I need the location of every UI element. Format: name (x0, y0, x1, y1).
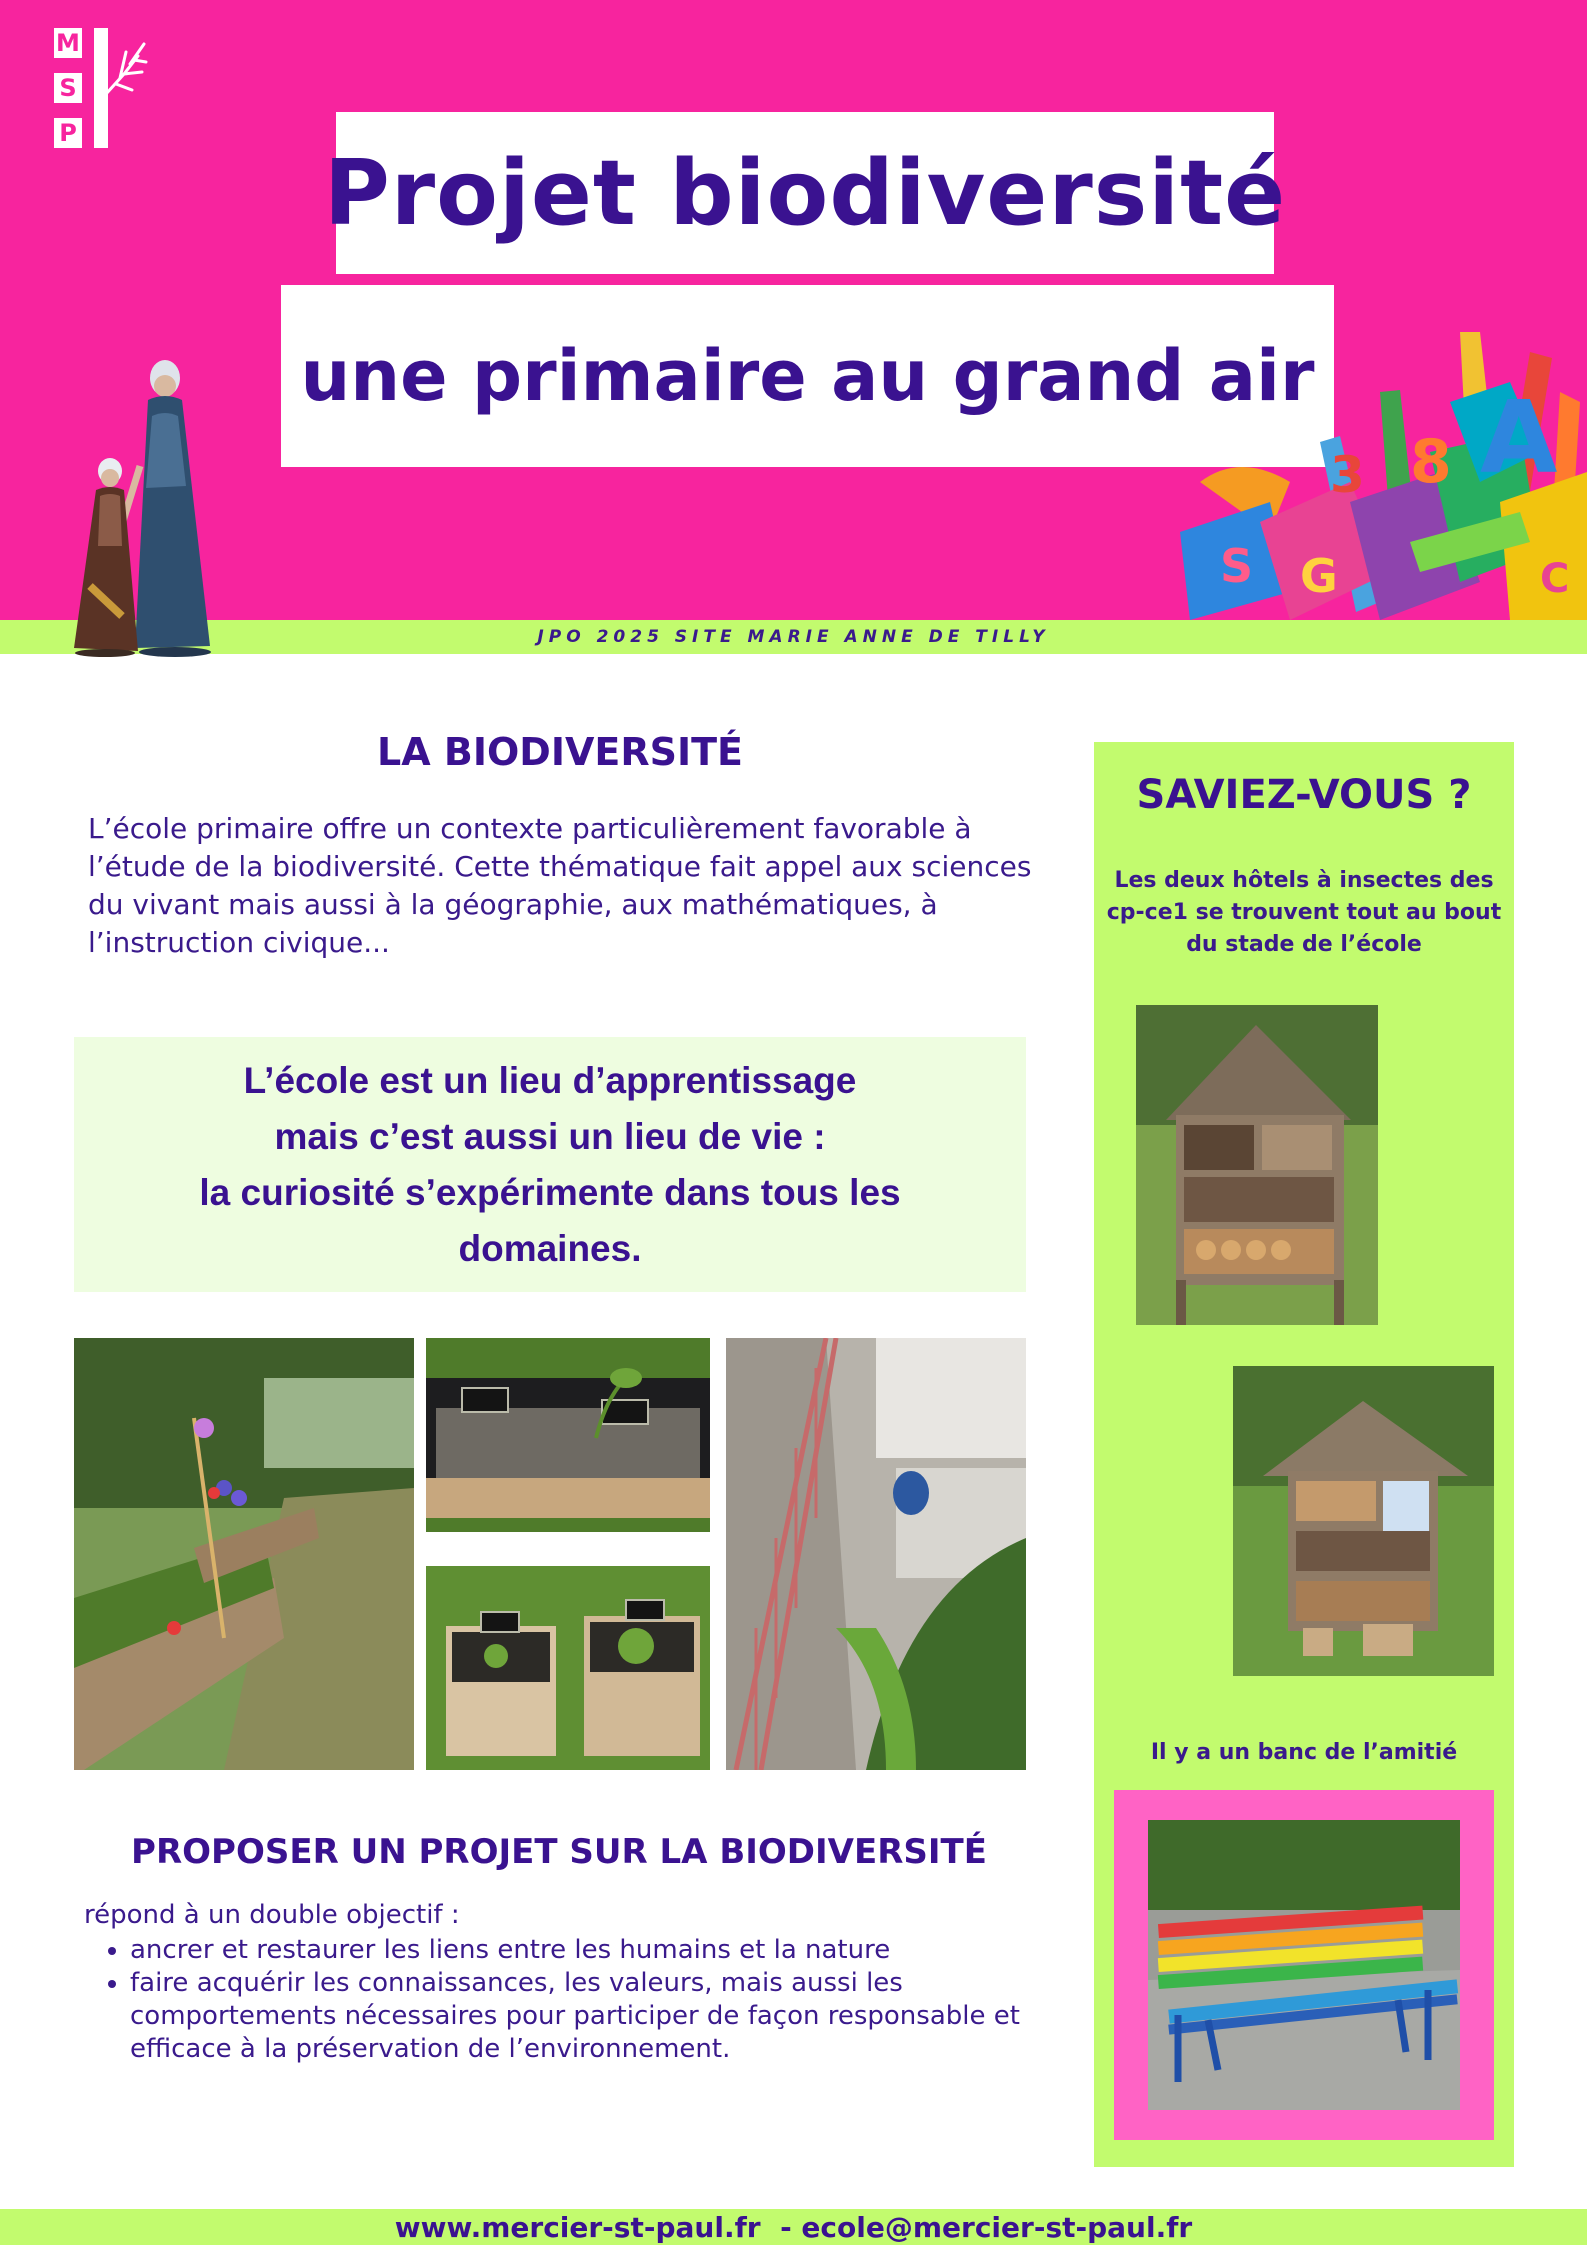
letters-pencils-illustration (1180, 332, 1587, 620)
svg-text:C: C (1540, 556, 1570, 602)
page-subtitle: une primaire au grand air (300, 335, 1315, 417)
svg-text:S: S (1220, 539, 1254, 593)
list-item: • faire acquérir les connaissances, les valeurs, mais aussi les comportements nécessaires pour participer de façon responsable et efficace à la préservation de l’environnement. (130, 1967, 1090, 2066)
bench-caption: Il y a un banc de l’amitié (1150, 1740, 1458, 1765)
logo-letter-m: M (54, 28, 82, 58)
svg-text:A: A (1480, 379, 1558, 496)
planter-photo-2 (426, 1566, 710, 1770)
planter-photo-1 (426, 1338, 710, 1532)
biodiversity-heading: LA BIODIVERSITÉ (377, 730, 743, 774)
page-title: Projet biodiversité (323, 140, 1287, 246)
title-box (323, 112, 1287, 274)
svg-text:3: 3 (1330, 446, 1365, 504)
school-logo (54, 28, 146, 148)
insect-hotel-photo-2 (1233, 1366, 1494, 1676)
sidebar-heading: SAVIEZ-VOUS ? (1136, 772, 1472, 818)
quote-text: L’école est un lieu d’apprentissage mais c’est aussi un lieu de vie : la curiosité s’expérimente dans tous les domaines. (199, 1059, 901, 1269)
svg-text:G: G (1300, 549, 1338, 603)
project-heading: PROPOSER UN PROJET SUR LA BIODIVERSITÉ (131, 1832, 987, 1872)
subtitle-box (281, 285, 1334, 467)
svg-text:8: 8 (1410, 427, 1452, 497)
garden-beds-photo (74, 1338, 414, 1770)
women-illustration (60, 356, 230, 658)
footer-band (0, 2209, 1587, 2245)
event-label: JPO 2025 SITE MARIE ANNE DE TILLY (537, 627, 1050, 647)
tree-icon (104, 34, 148, 104)
logo-letter-s: S (54, 73, 82, 103)
insect-hotel-photo-1 (1136, 1005, 1378, 1325)
friendship-bench-photo (1148, 1820, 1460, 2110)
list-item: • ancrer et restaurer les liens entre les humains et la nature (130, 1934, 1090, 1967)
project-objectives-list (84, 1934, 1090, 2066)
sidebar-text: Les deux hôtels à insectes des cp-ce1 se trouvent tout au bout du stade de l’école (1106, 868, 1502, 957)
biodiversity-paragraph: L’école primaire offre un contexte particulièrement favorable à l’étude de la biodiversité. Cette thématique fait appel aux sciences du vivant mais aussi à la géographie, aux mathématiques, à l’instruction civique... (88, 812, 1032, 959)
stairs-garden-photo (726, 1338, 1026, 1770)
logo-letter-p: P (54, 118, 82, 148)
footer-contact: www.mercier-st-paul.fr - ecole@mercier-st-paul.fr (394, 2210, 1193, 2244)
project-intro: répond à un double objectif : (84, 1900, 460, 1930)
quote-box (74, 1037, 1026, 1292)
event-band (0, 620, 1587, 654)
